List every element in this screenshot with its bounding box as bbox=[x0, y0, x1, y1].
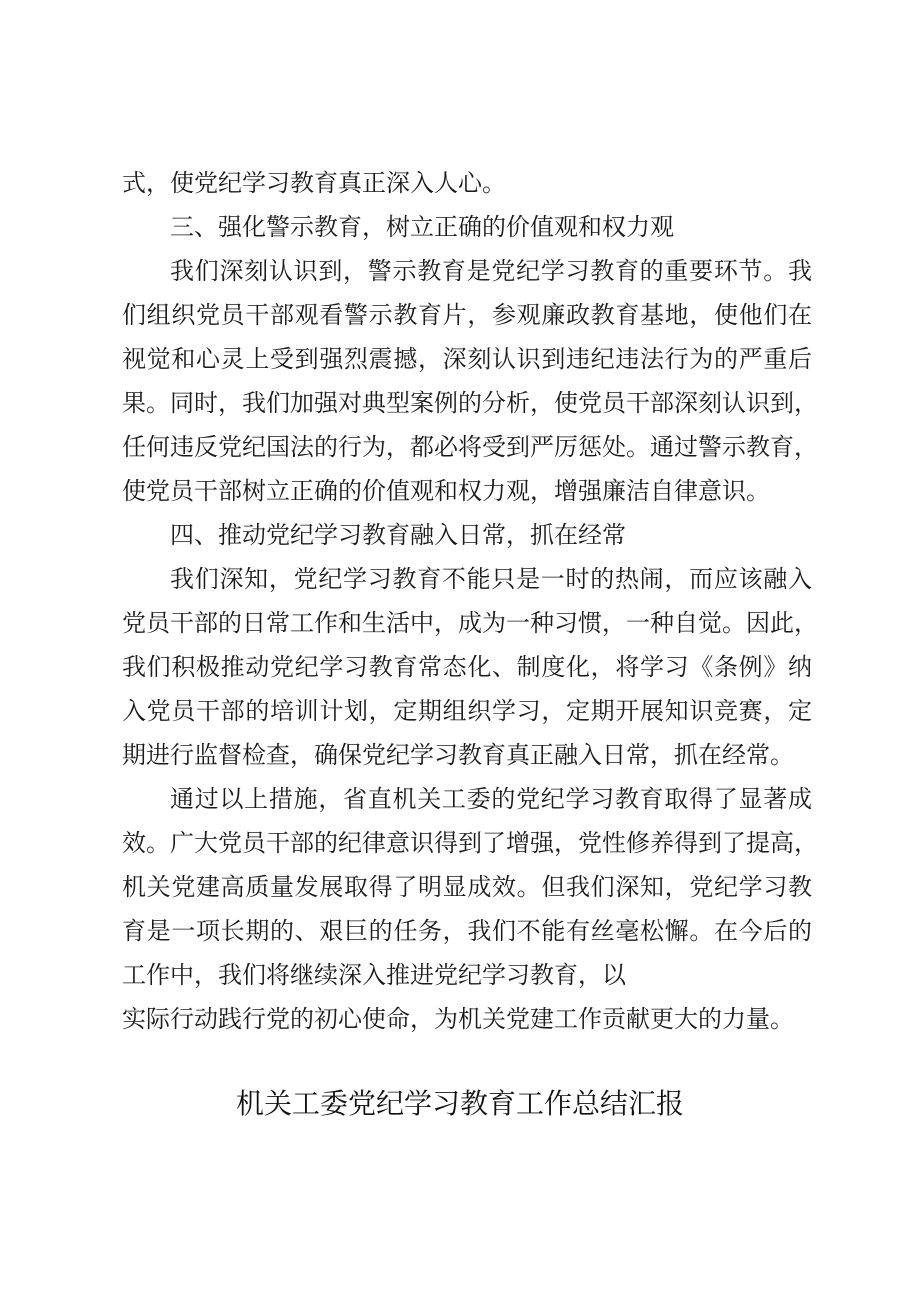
paragraph-line-11: 党员干部的日常工作和生活中，成为一种习惯，一种自觉。因此， bbox=[122, 609, 818, 637]
paragraph-line-18: 育是一项长期的、艰巨的任务，我们不能有丝毫松懈。在今后的 bbox=[122, 917, 812, 945]
paragraph-line-12: 我们积极推动党纪学习教育常态化、制度化，将学习《条例》纳 bbox=[122, 653, 812, 681]
paragraph-line-15: 通过以上措施，省直机关工委的党纪学习教育取得了显著成 bbox=[170, 785, 812, 813]
paragraph-line-10: 我们深知，党纪学习教育不能只是一时的热闹，而应该融入 bbox=[170, 565, 812, 593]
paragraph-line-16: 效。广大党员干部的纪律意识得到了增强，党性修养得到了提高， bbox=[122, 829, 818, 857]
paragraph-line-13: 入党员干部的培训计划，定期组织学习，定期开展知识竞赛，定 bbox=[122, 697, 812, 725]
section-heading-4: 四、推动党纪学习教育融入日常，抓在经常 bbox=[170, 521, 626, 549]
paragraph-line-8: 使党员干部树立正确的价值观和权力观，增强廉洁自律意识。 bbox=[122, 477, 770, 505]
document-title: 机关工委党纪学习教育工作总结汇报 bbox=[235, 1087, 684, 1120]
section-heading-3: 三、强化警示教育，树立正确的价值观和权力观 bbox=[170, 213, 674, 241]
paragraph-line-1: 式，使党纪学习教育真正深入人心。 bbox=[122, 169, 506, 197]
paragraph-line-20: 实际行动践行党的初心使命，为机关党建工作贡献更大的力量。 bbox=[122, 1005, 794, 1033]
paragraph-line-4: 们组织党员干部观看警示教育片，参观廉政教育基地，使他们在 bbox=[122, 301, 812, 329]
paragraph-line-3: 我们深刻认识到，警示教育是党纪学习教育的重要环节。我 bbox=[170, 257, 812, 285]
paragraph-line-6: 果。同时，我们加强对典型案例的分析，使党员干部深刻认识到， bbox=[122, 389, 818, 417]
paragraph-line-14: 期进行监督检查，确保党纪学习教育真正融入日常，抓在经常。 bbox=[122, 741, 794, 769]
paragraph-line-7: 任何违反党纪国法的行为，都必将受到严厉惩处。通过警示教育， bbox=[122, 433, 818, 461]
paragraph-line-5: 视觉和心灵上受到强烈震撼，深刻认识到违纪违法行为的严重后 bbox=[122, 345, 812, 373]
paragraph-line-17: 机关党建高质量发展取得了明显成效。但我们深知，党纪学习教 bbox=[122, 873, 812, 901]
paragraph-line-19: 工作中，我们将继续深入推进党纪学习教育，以 bbox=[122, 961, 626, 989]
